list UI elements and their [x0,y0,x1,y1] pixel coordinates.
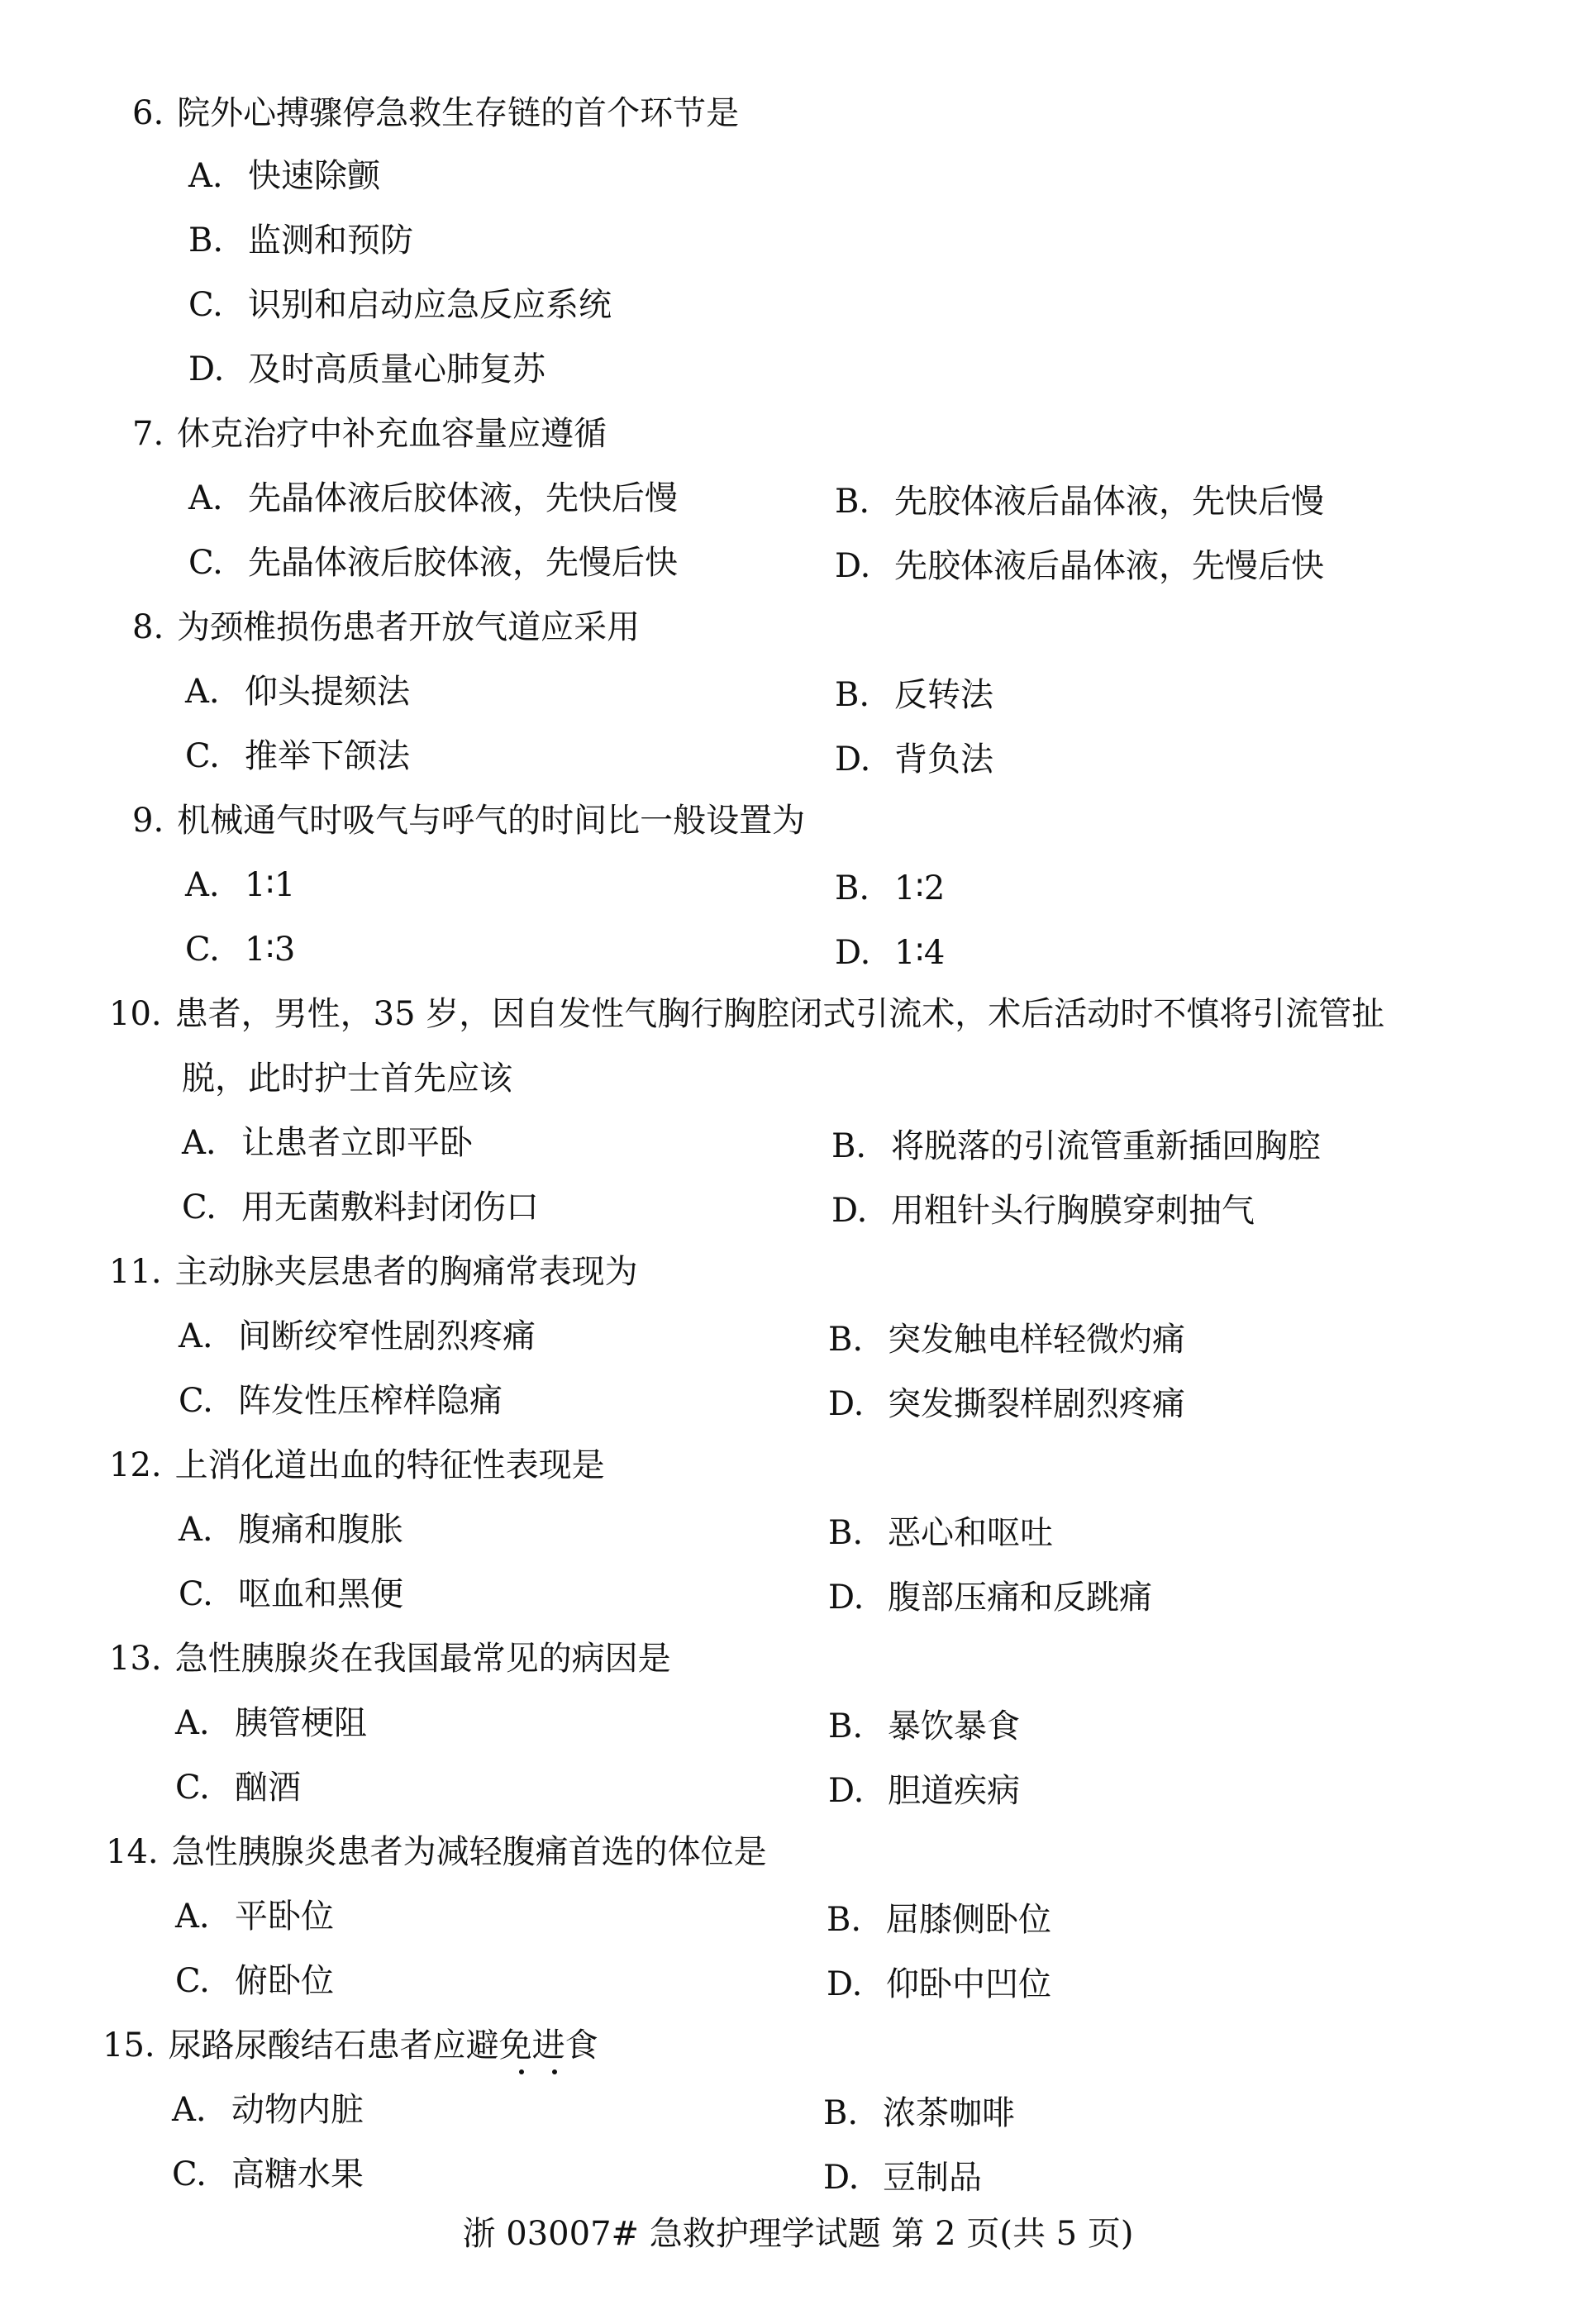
option-9-d [835,932,945,974]
option-8-b [835,674,993,716]
option-text: 屈膝侧卧位 [886,1901,1051,1939]
page-footer: 浙 03007# 急救护理学试题 第 2 页(共 5 页) [462,2215,1134,2253]
option-9-c [185,929,295,970]
option-7-d [835,545,1324,587]
option-letter: B. [828,1707,864,1745]
question-number: 14. [106,1833,159,1871]
question-stem: 主动脉夹层患者的胸痛常表现为 [174,1253,638,1291]
option-15-c [172,2154,364,2195]
question-stem: 机械通气时吸气与呼气的时间比一般设置为 [177,802,806,840]
option-text: 让患者立即平卧 [241,1124,473,1162]
option-letter: C. [185,931,220,969]
question-stem: 急性胰腺炎患者为减轻腹痛首选的体位是 [171,1833,767,1871]
option-6-a [188,155,380,197]
option-text: 平卧位 [235,1898,334,1936]
option-7-b [835,481,1324,522]
option-text: 先晶体液后胶体液，先慢后快 [248,544,678,582]
option-text: 恶心和呕吐 [888,1514,1053,1552]
option-13-a [175,1703,367,1744]
option-15-a [172,2089,364,2131]
option-10-a [182,1122,473,1164]
option-14-b [827,1899,1051,1941]
option-text: 突发触电样轻微灼痛 [888,1321,1185,1359]
option-text: 动物内脏 [231,2091,364,2129]
emphasis-dot [552,2069,557,2074]
option-text: 暴饮暴食 [888,1707,1020,1745]
question-11 [109,1251,638,1293]
question-10-continuation: 脱，此时护士首先应该 [182,1060,512,1098]
option-letter: C. [179,1575,213,1613]
question-number: 8. [132,608,164,646]
question-number: 12. [109,1446,162,1484]
question-stem: 院外心搏骤停急救生存链的首个环节是 [177,94,740,132]
question-14 [106,1831,767,1873]
option-text: 反转法 [894,676,993,714]
question-number: 11. [109,1253,162,1291]
option-letter: D. [835,741,871,779]
option-text: 推举下颌法 [245,737,410,775]
option-11-d [828,1383,1185,1425]
option-letter: C. [175,1962,210,2000]
question-7 [132,413,607,455]
question-9 [132,800,805,841]
option-7-c [188,542,678,583]
option-letter: B. [823,2094,859,2132]
question-8 [132,607,640,648]
option-letter: C. [175,1769,210,1807]
option-letter: B. [831,1127,867,1165]
option-14-a [175,1896,334,1937]
question-stem: 上消化道出血的特征性表现是 [174,1446,605,1484]
question-number: 10. [109,995,162,1033]
option-letter: B. [827,1901,862,1939]
question-15 [102,2025,598,2066]
option-text: 背负法 [894,741,993,779]
option-letter: C. [185,737,220,775]
option-letter: D. [188,350,225,388]
option-text: 胰管梗阻 [235,1704,367,1742]
option-13-c [175,1767,301,1808]
option-11-a [179,1316,536,1357]
option-text: 快速除颤 [248,157,380,195]
option-6-b [188,220,413,261]
question-number: 9. [132,802,164,840]
option-text: 豆制品 [883,2159,982,2197]
option-text: 将脱落的引流管重新插回胸腔 [891,1127,1321,1165]
question-stem: 急性胰腺炎在我国最常见的病因是 [174,1640,671,1678]
option-text: 1∶3 [245,931,296,969]
option-letter: B. [835,483,870,521]
option-letter: C. [182,1188,217,1226]
question-stem: 患者，男性，35 岁，因自发性气胸行胸腔闭式引流术，术后活动时不慎将引流管扯 [174,995,1385,1033]
option-letter: D. [828,1772,865,1810]
option-text: 俯卧位 [235,1962,334,2000]
option-text: 间断绞窄性剧烈疼痛 [238,1317,536,1355]
option-6-c [188,284,612,326]
option-text: 先胶体液后晶体液，先慢后快 [894,547,1324,585]
option-letter: B. [828,1321,864,1359]
option-text: 仰头提颏法 [245,673,410,711]
question-6 [132,93,739,134]
option-letter: A. [175,1704,210,1742]
option-text: 识别和启动应急反应系统 [248,286,612,324]
option-letter: D. [831,1192,868,1230]
option-letter: A. [185,673,220,711]
question-13 [109,1638,671,1679]
option-14-d [827,1964,1051,2005]
option-letter: C. [188,286,223,324]
option-11-b [828,1319,1185,1360]
option-text: 先晶体液后胶体液，先快后慢 [248,479,678,517]
option-text: 1∶4 [894,934,946,972]
option-15-b [823,2093,1015,2134]
option-13-d [828,1770,1020,1812]
option-letter: A. [175,1898,210,1936]
option-8-d [835,739,993,780]
option-letter: C. [179,1382,213,1420]
option-letter: D. [828,1579,865,1617]
option-text: 1∶1 [245,866,296,904]
option-letter: D. [828,1385,865,1423]
option-letter: A. [179,1317,213,1355]
option-8-c [185,736,410,777]
option-6-d [188,349,545,390]
option-letter: B. [835,676,870,714]
question-number: 15. [102,2026,155,2064]
option-text: 用粗针头行胸膜穿刺抽气 [891,1192,1255,1230]
question-stem: 尿路尿酸结石患者应避免进食 [168,2026,598,2064]
option-letter: A. [185,866,220,904]
option-7-a [188,478,678,519]
question-stem: 为颈椎损伤患者开放气道应采用 [177,608,641,646]
option-letter: A. [179,1511,213,1549]
option-text: 呕血和黑便 [238,1575,403,1613]
option-10-b [831,1126,1321,1167]
option-12-b [828,1512,1053,1554]
option-text: 先胶体液后晶体液，先快后慢 [894,483,1324,521]
option-9-a [185,864,295,906]
option-letter: A. [188,157,223,195]
option-letter: A. [188,479,223,517]
option-text: 腹痛和腹胀 [238,1511,403,1549]
option-text: 高糖水果 [231,2155,364,2193]
option-letter: C. [172,2155,207,2193]
option-text: 腹部压痛和反跳痛 [888,1579,1152,1617]
option-14-c [175,1960,334,2002]
option-11-c [179,1380,503,1422]
option-9-b [835,868,945,909]
option-12-d [828,1577,1152,1618]
option-text: 仰卧中凹位 [886,1965,1051,2003]
option-letter: C. [188,544,223,582]
option-10-c [182,1187,539,1228]
question-number: 7. [132,415,164,453]
option-letter: B. [188,221,224,260]
option-letter: D. [835,934,871,972]
option-letter: A. [172,2091,207,2129]
option-13-b [828,1706,1020,1747]
question-stem: 休克治疗中补充血容量应遵循 [177,415,607,453]
option-text: 阵发性压榨样隐痛 [238,1382,503,1420]
option-letter: A. [182,1124,217,1162]
option-text: 胆道疾病 [888,1772,1020,1810]
option-text: 用无菌敷料封闭伤口 [241,1188,539,1226]
option-text: 1∶2 [894,869,946,907]
option-letter: D. [827,1965,863,2003]
option-12-c [179,1574,403,1615]
question-number: 13. [109,1640,162,1678]
option-letter: B. [835,869,870,907]
option-letter: D. [835,547,871,585]
option-text: 酗酒 [235,1769,301,1807]
option-15-d [823,2157,982,2198]
option-letter: B. [828,1514,864,1552]
option-text: 突发撕裂样剧烈疼痛 [888,1385,1185,1423]
option-12-a [179,1509,403,1550]
question-10 [109,993,1384,1035]
question-number: 6. [132,94,164,132]
option-text: 监测和预防 [248,221,413,260]
option-text: 及时高质量心肺复苏 [248,350,545,388]
option-8-a [185,671,410,712]
option-letter: D. [823,2159,860,2197]
emphasis-dot [519,2069,524,2074]
option-text: 浓茶咖啡 [883,2094,1015,2132]
question-12 [109,1445,605,1486]
option-10-d [831,1190,1255,1231]
